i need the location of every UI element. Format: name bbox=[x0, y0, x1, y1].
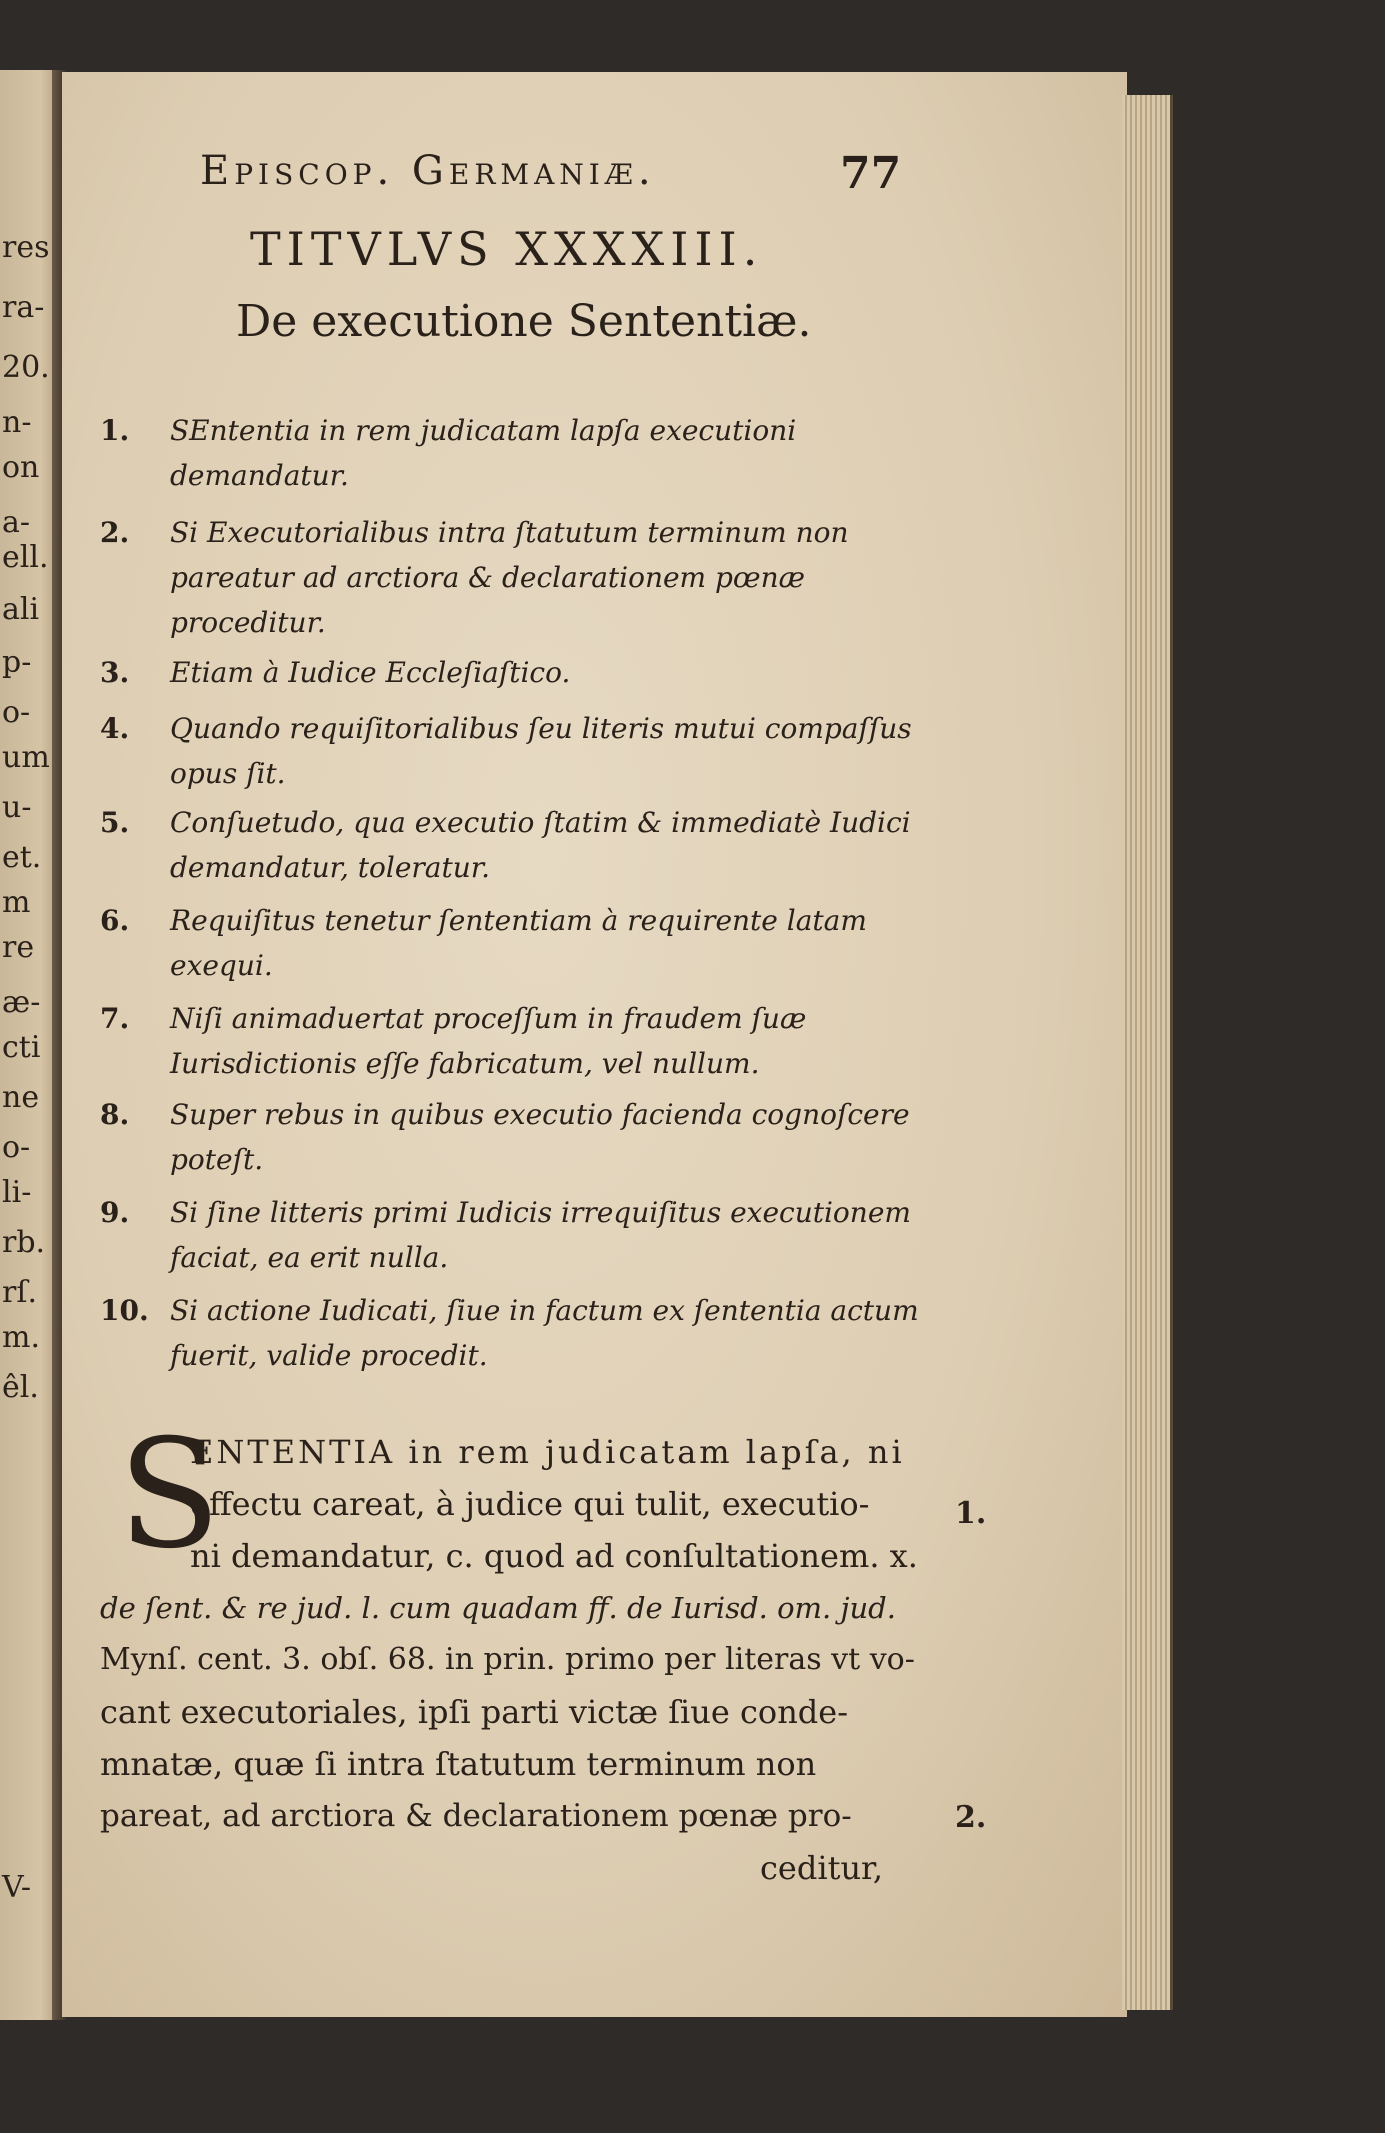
summary-text: Si Executorialibus intra ſtatutum terminum non pareatur ad arctiora & declarationem pœnæ proceditur. bbox=[170, 516, 849, 639]
chapter-subtitle: De executione Sententiæ. bbox=[236, 296, 812, 347]
previous-page-fragment: V- bbox=[2, 1870, 32, 1905]
previous-page-fragment: m bbox=[2, 885, 31, 920]
body-line: ni demandatur, c. quod ad conſultationem. x. bbox=[190, 1537, 918, 1575]
previous-page-fragment: u- bbox=[2, 790, 32, 825]
previous-page-edge bbox=[0, 70, 58, 2020]
previous-page-fragment: et. bbox=[2, 840, 42, 875]
page-number: 77 bbox=[840, 148, 902, 199]
previous-page-fragment: rb. bbox=[2, 1225, 46, 1260]
body-line: ENTENTIA in rem judicatam lapſa, ni bbox=[190, 1433, 905, 1471]
previous-page-fragment: o- bbox=[2, 1130, 31, 1165]
previous-page-fragment: li- bbox=[2, 1175, 32, 1210]
body-line: Mynſ. cent. 3. obſ. 68. in prin. primo per literas vt vo- bbox=[100, 1642, 915, 1677]
body-line: de ſent. & re jud. l. cum quadam ff. de Iurisd. om. jud. bbox=[100, 1591, 896, 1625]
summary-number: 6. bbox=[100, 904, 130, 937]
summary-number: 2. bbox=[100, 516, 130, 549]
previous-page-fragment: on bbox=[2, 450, 40, 485]
summary-text: Conſuetudo, qua executio ſtatim & immediatè Iudici demandatur, toleratur. bbox=[170, 806, 911, 884]
summary-text: Requiſitus tenetur ſententiam à requirente latam exequi. bbox=[170, 904, 867, 982]
summary-number: 8. bbox=[100, 1098, 130, 1131]
margin-note: 2. bbox=[955, 1800, 987, 1835]
summary-text: Super rebus in quibus executio facienda cognoſcere poteſt. bbox=[170, 1098, 910, 1176]
margin-note: 1. bbox=[955, 1496, 987, 1531]
previous-page-fragment: o- bbox=[2, 695, 31, 730]
summary-text: Niſi animaduertat proceſſum in fraudem ſuæ Iurisdictionis eſſe fabricatum, vel nullum. bbox=[170, 1002, 807, 1080]
summary-number: 10. bbox=[100, 1294, 149, 1327]
previous-page-fragment: ra- bbox=[2, 290, 45, 325]
previous-page-fragment: cti bbox=[2, 1030, 41, 1065]
summary-number: 3. bbox=[100, 656, 130, 689]
summary-text: SEntentia in rem judicatam lapſa executioni demandatur. bbox=[170, 414, 797, 492]
summary-text: Si ſine litteris primi Iudicis irrequiſitus executionem faciat, ea erit nulla. bbox=[170, 1196, 911, 1274]
previous-page-fragment: a- bbox=[2, 505, 31, 540]
summary-text: Quando requiſitorialibus ſeu literis mutui compaſſus opus ſit. bbox=[170, 712, 912, 790]
running-head: Episcop. Germaniæ. bbox=[200, 148, 656, 194]
previous-page-fragment: ne bbox=[2, 1080, 40, 1115]
drop-capital: S bbox=[118, 1408, 221, 1582]
body-line: cant executoriales, ipſi parti victæ ſiue conde- bbox=[100, 1693, 849, 1731]
previous-page-fragment: re bbox=[2, 930, 35, 965]
summary-number: 5. bbox=[100, 806, 130, 839]
body-line: ceditur, bbox=[760, 1849, 883, 1887]
previous-page-fragment: rſ. bbox=[2, 1275, 37, 1310]
body-line: pareat, ad arctiora & declarationem pœnæ pro- bbox=[100, 1798, 852, 1834]
previous-page-fragment: n- bbox=[2, 405, 32, 440]
summary-number: 7. bbox=[100, 1002, 130, 1035]
page-edges bbox=[1122, 95, 1173, 2010]
previous-page-fragment: ell. bbox=[2, 540, 49, 575]
chapter-title: TITVLVS XXXXIII. bbox=[250, 222, 764, 276]
body-line: mnatæ, quæ ſi intra ſtatutum terminum non bbox=[100, 1745, 817, 1783]
summary-text: Si actione Iudicati, ſiue in factum ex ſententia actum fuerit, valide procedit. bbox=[170, 1294, 919, 1372]
previous-page-fragment: um bbox=[2, 740, 50, 775]
previous-page-fragment: p- bbox=[2, 645, 32, 680]
previous-page-fragment: ali bbox=[2, 592, 40, 627]
summary-number: 1. bbox=[100, 414, 130, 447]
previous-page-fragment: m. bbox=[2, 1320, 40, 1355]
summary-number: 9. bbox=[100, 1196, 130, 1229]
summary-text: Etiam à Iudice Eccleſiaſtico. bbox=[170, 656, 571, 689]
previous-page-fragment: res bbox=[2, 230, 50, 265]
previous-page-fragment: êl. bbox=[2, 1370, 39, 1405]
body-line: effectu careat, à judice qui tulit, executio- bbox=[190, 1485, 870, 1523]
previous-page-fragment: æ- bbox=[2, 985, 41, 1020]
summary-number: 4. bbox=[100, 712, 130, 745]
previous-page-fragment: 20. bbox=[2, 350, 50, 385]
